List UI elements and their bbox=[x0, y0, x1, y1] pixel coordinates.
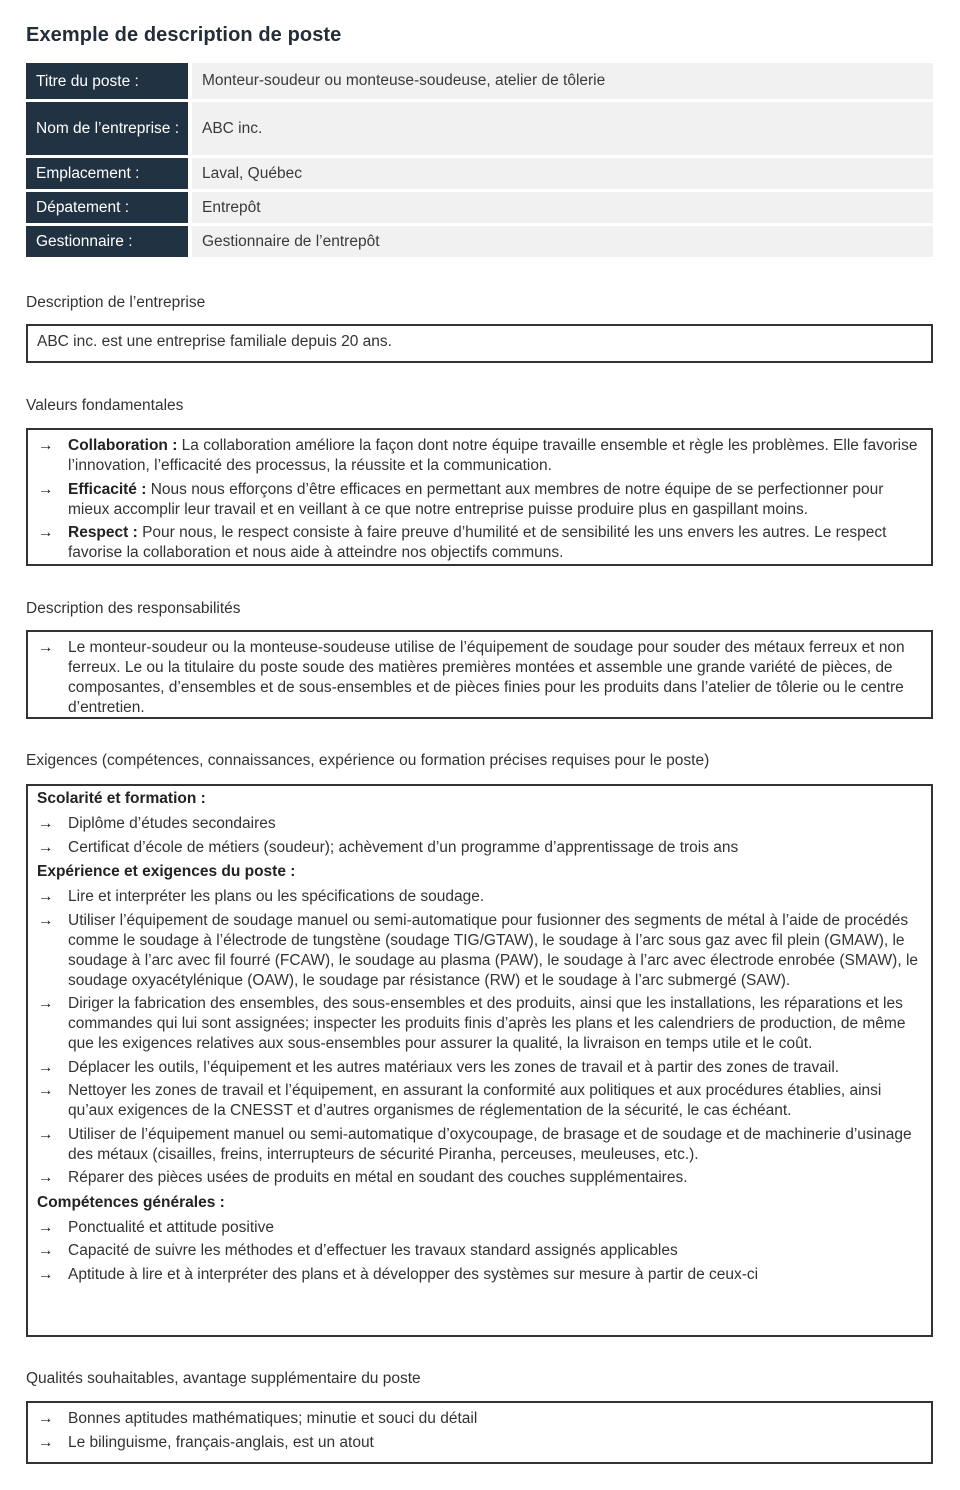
list-item bbox=[28, 1265, 931, 1285]
requirement-text: Capacité de suivre les méthodes et d’effectuer les travaux standard assignés applicables bbox=[68, 1242, 678, 1259]
arrow-right-icon: → bbox=[38, 1169, 54, 1186]
info-label: Titre du poste : bbox=[26, 63, 188, 99]
arrow-right-icon: → bbox=[38, 437, 54, 454]
list-item bbox=[28, 480, 931, 520]
requirement-text: Utiliser de l’équipement manuel ou semi-automatique d’oxycoupage, de brasage et de soudage et de machinerie d’usinage des métaux (cisailles, freins, interrupteurs de sécurité Piranha, perceuses, meuleuses, etc.). bbox=[68, 1125, 912, 1163]
arrow-right-icon: → bbox=[38, 911, 54, 929]
value-text: La collaboration améliore la façon dont notre équipe travaille ensemble et règle les problèmes. Elle favorise l’innovation, l’efficacité des processus, la réussite et la communication. bbox=[68, 437, 918, 474]
requirement-text: Diriger la fabrication des ensembles, des sous-ensembles et des produits, ainsi que les installations, les réparations et les commandes qui lui sont assignées; inspecter les produits finis d’après les plans et les calendriers de production, de même que les exigences relatives aux sous-ensembles pour assurer la qualité, la livraison en temps utile et le coût. bbox=[68, 995, 906, 1052]
requirement-text: Diplôme d’études secondaires bbox=[68, 815, 276, 832]
list-item bbox=[28, 994, 931, 1054]
info-label: Dépatement : bbox=[26, 192, 188, 223]
arrow-right-icon: → bbox=[38, 1410, 54, 1427]
desirable-qualities-box bbox=[26, 1401, 933, 1464]
list-item bbox=[28, 1058, 931, 1078]
info-value: Laval, Québec bbox=[192, 158, 933, 189]
info-value: Gestionnaire de l’entrepôt bbox=[192, 226, 933, 257]
info-row-location bbox=[26, 158, 933, 189]
section-heading-company: Description de l’entreprise bbox=[26, 294, 206, 311]
list-item bbox=[28, 1168, 931, 1188]
arrow-right-icon: → bbox=[38, 1218, 54, 1236]
info-label: Nom de l’entreprise : bbox=[26, 102, 188, 155]
arrow-right-icon: → bbox=[38, 1433, 54, 1451]
list-item bbox=[28, 523, 931, 563]
core-values-box bbox=[26, 428, 933, 566]
arrow-right-icon: → bbox=[38, 1265, 54, 1283]
info-value: Monteur-soudeur ou monteuse-soudeuse, atelier de tôlerie bbox=[192, 63, 933, 99]
info-row-title bbox=[26, 63, 933, 99]
info-row-manager bbox=[26, 226, 933, 257]
info-row-company bbox=[26, 102, 933, 155]
info-table bbox=[26, 63, 933, 260]
list-item bbox=[28, 887, 931, 907]
value-text: Pour nous, le respect consiste à faire preuve d’humilité et de sensibilité les uns envers les autres. Le respect favorise la collaboration et nous aide à atteindre nos objectifs communs. bbox=[68, 524, 887, 561]
value-term: Respect : bbox=[68, 524, 138, 541]
requirement-text: Utiliser l’équipement de soudage manuel ou semi-automatique pour fusionner des segments de métal à l’aide de procédés comme le soudage à l’électrode de tungstène (soudage TIG/GTAW), le soudage à l’arc sous gaz avec fil plein (GMAW), le soudage à l’arc avec fil fourré (FCAW), le soudage au plasma (PAW), le soudage à l’arc avec électrode enrobée (SMAW), le soudage oxyacétylénique (OAW), le soudage par résistance (RW) et le soudage à l’arc submergé (SAW). bbox=[68, 911, 919, 989]
arrow-right-icon: → bbox=[38, 480, 54, 498]
list-item bbox=[28, 838, 931, 858]
value-term: Collaboration : bbox=[68, 437, 178, 454]
requirement-text: Réparer des pièces usées de produits en métal en soudant des couches supplémentaires. bbox=[68, 1169, 688, 1186]
info-value: Entrepôt bbox=[192, 192, 933, 223]
info-label: Emplacement : bbox=[26, 158, 188, 189]
list-item bbox=[28, 1218, 931, 1238]
requirement-text: Ponctualité et attitude positive bbox=[68, 1218, 274, 1236]
arrow-right-icon: → bbox=[38, 524, 54, 541]
requirement-text: Aptitude à lire et à interpréter des plans et à développer des systèmes sur mesure à partir de ceux-ci bbox=[68, 1265, 759, 1283]
section-heading-desirable: Qualités souhaitables, avantage supplémentaire du poste bbox=[26, 1370, 421, 1387]
subheading-education: Scolarité et formation : bbox=[37, 790, 206, 807]
list-item bbox=[28, 1125, 931, 1165]
section-heading-requirements: Exigences (compétences, connaissances, expérience ou formation précises requises pour le poste) bbox=[26, 752, 710, 769]
page-title: Exemple de description de poste bbox=[26, 24, 342, 46]
arrow-right-icon: → bbox=[38, 1058, 54, 1076]
info-value: ABC inc. bbox=[192, 102, 933, 155]
arrow-right-icon: → bbox=[38, 1125, 54, 1143]
responsibilities-box bbox=[26, 630, 933, 719]
quality-text: Bonnes aptitudes mathématiques; minutie et souci du détail bbox=[68, 1410, 478, 1427]
list-item bbox=[28, 814, 931, 834]
responsibility-text: Le monteur-soudeur ou la monteuse-soudeuse utilise de l’équipement de soudage pour souder des métaux ferreux et non ferreux. Le ou la titulaire du poste soude des matières premières montées et assemble une grande variété de pièces, de composantes, d’ensembles et de sous-ensembles et de pièces finies pour les produits dans l’atelier de tôlerie ou le centre d’entretien. bbox=[68, 639, 905, 716]
section-heading-values: Valeurs fondamentales bbox=[26, 397, 184, 414]
value-text: Nous nous efforçons d’être efficaces en permettant aux membres de notre équipe de se perfectionner pour mieux accomplir leur travail et en veillant à ce que notre entreprise puisse produire plus en gaspillant moins. bbox=[68, 480, 884, 518]
arrow-right-icon: → bbox=[38, 838, 54, 856]
arrow-right-icon: → bbox=[38, 1082, 54, 1099]
list-item bbox=[28, 1241, 931, 1261]
quality-text: Le bilinguisme, français-anglais, est un atout bbox=[68, 1433, 374, 1451]
info-label: Gestionnaire : bbox=[26, 226, 188, 257]
list-item bbox=[28, 911, 931, 991]
list-item bbox=[28, 638, 931, 718]
requirement-text: Certificat d’école de métiers (soudeur); achèvement d’un programme d’apprentissage de trois ans bbox=[68, 838, 739, 856]
requirements-box bbox=[26, 784, 933, 1337]
arrow-right-icon: → bbox=[38, 639, 54, 656]
list-item bbox=[28, 1409, 931, 1429]
value-term: Efficacité : bbox=[68, 480, 147, 498]
list-item bbox=[28, 1433, 931, 1453]
requirement-text: Lire et interpréter les plans ou les spécifications de soudage. bbox=[68, 888, 485, 905]
company-description-text: ABC inc. est une entreprise familiale depuis 20 ans. bbox=[37, 333, 392, 350]
info-row-department bbox=[26, 192, 933, 223]
list-item bbox=[28, 1081, 931, 1121]
company-description-box bbox=[26, 324, 933, 363]
requirement-text: Nettoyer les zones de travail et l’équipement, en assurant la conformité aux politiques et aux procédures établies, ainsi qu’aux exigences de la CNESST et d’autres organismes de réglementation de la sécurité, le cas échéant. bbox=[68, 1082, 882, 1119]
arrow-right-icon: → bbox=[38, 888, 54, 905]
arrow-right-icon: → bbox=[38, 1242, 54, 1259]
arrow-right-icon: → bbox=[38, 995, 54, 1012]
requirement-text: Déplacer les outils, l’équipement et les autres matériaux vers les zones de travail et à partir des zones de travail. bbox=[68, 1058, 840, 1076]
subheading-general-skills: Compétences générales : bbox=[37, 1193, 225, 1211]
arrow-right-icon: → bbox=[38, 815, 54, 832]
section-heading-responsibilities: Description des responsabilités bbox=[26, 600, 241, 617]
list-item bbox=[28, 436, 931, 476]
subheading-experience: Expérience et exigences du poste : bbox=[37, 863, 296, 880]
